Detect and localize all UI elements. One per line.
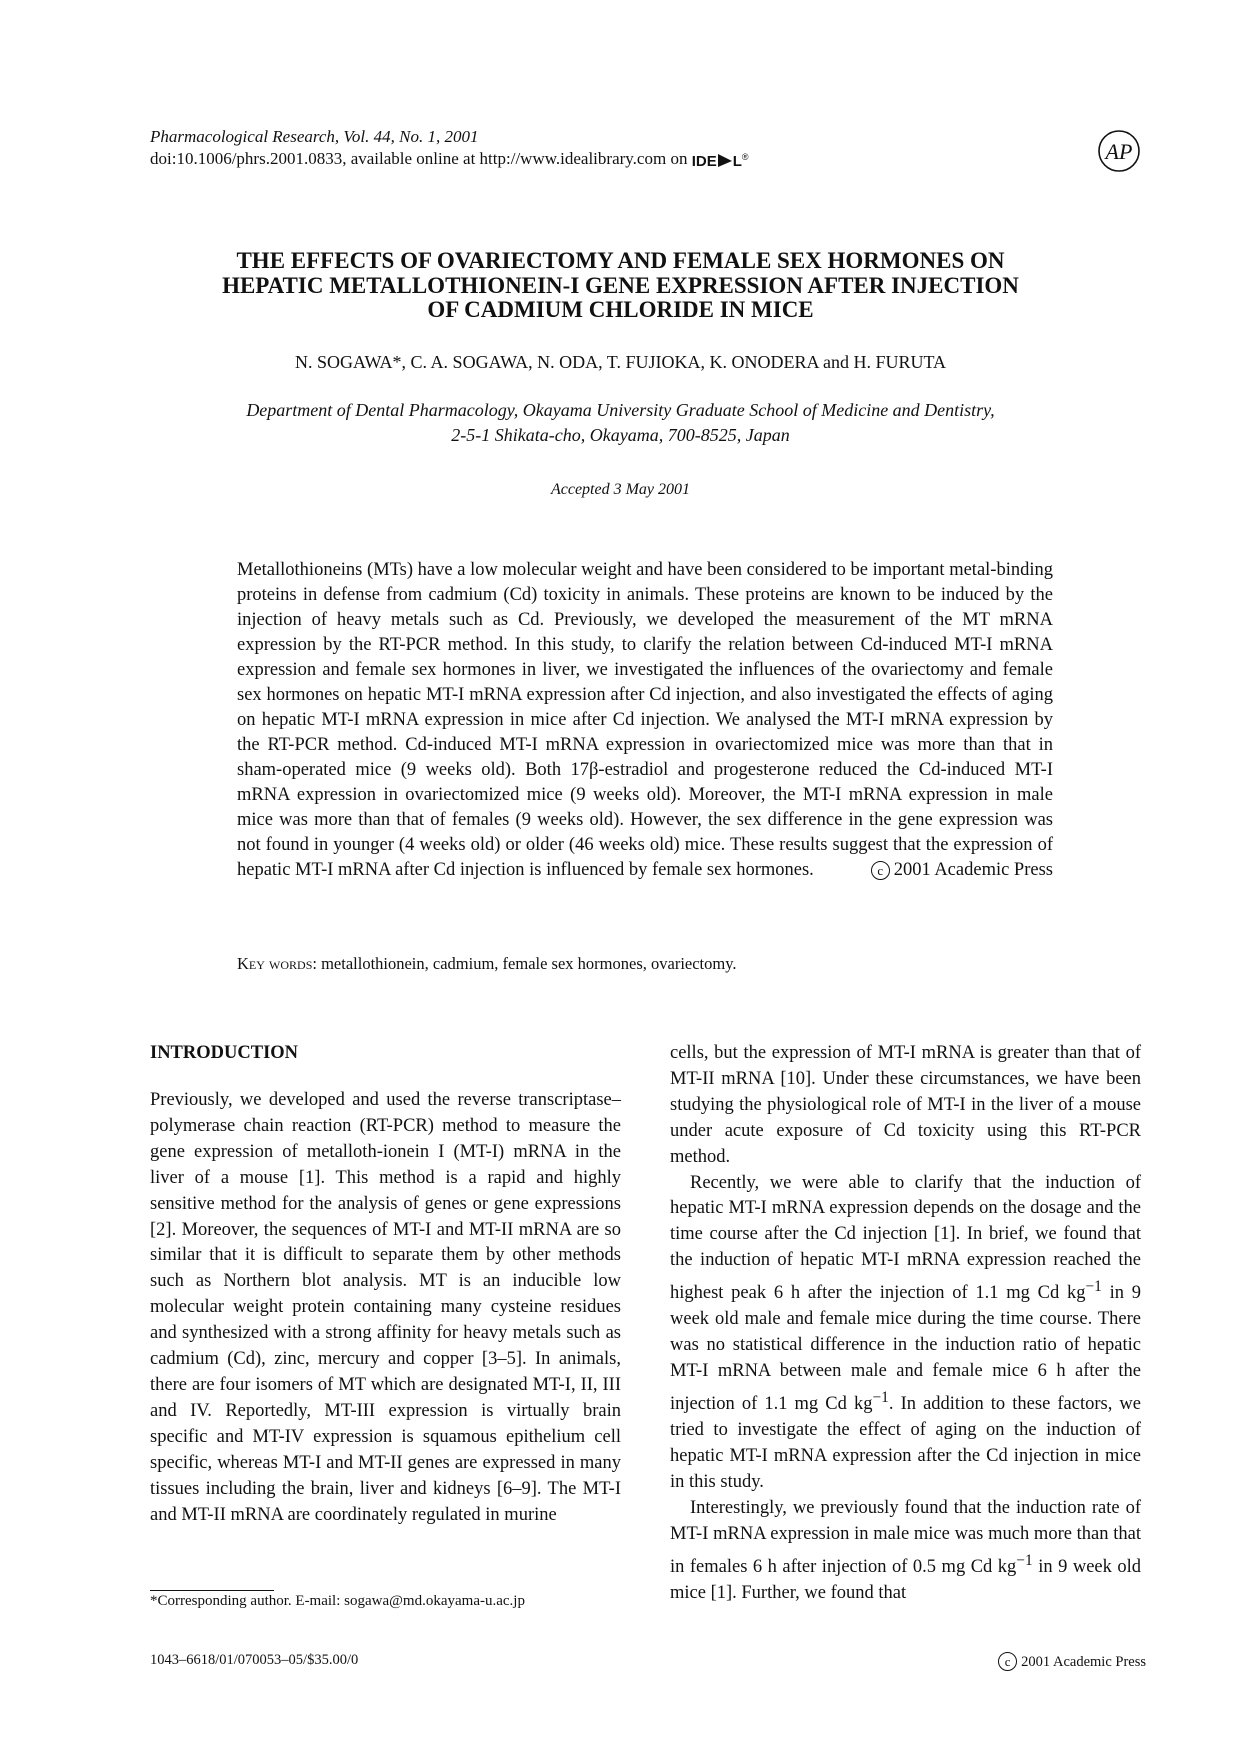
article-title: THE EFFECTS OF OVARIECTOMY AND FEMALE SEX HORMONES ON HEPATIC METALLOTHIONEIN-I GENE EXPRESSION AFTER INJECTION OF CADMIUM CHLORIDE IN MICE: [222, 248, 1019, 322]
abstract: [237, 558, 1053, 883]
keywords-text: : metallothionein, cadmium, female sex hormones, ovariectomy.: [312, 954, 737, 973]
footer-copyright: c 2001 Academic Press: [998, 1652, 1146, 1671]
abstract-text: Metallothioneins (MTs) have a low molecular weight and have been considered to be important metal-binding proteins in defense from cadmium (Cd) toxicity in animals. These proteins are known to be induced by the injection of heavy metals such as Cd. Previously, we developed the measurement of the MT mRNA expression by the RT-PCR method. In this study, to clarify the relation between Cd-induced MT-I mRNA expression and female sex hormones in liver, we investigated the influences of the ovariectomy and female sex hormones on hepatic MT-I mRNA expression after Cd injection, and also investigated the effects of aging on hepatic MT-I mRNA expression in mice after Cd injection. We analysed the MT-I mRNA expression by the RT-PCR method. Cd-induced MT-I mRNA expression in ovariectomized mice was more than that in sham-operated mice (9 weeks old). Both 17β-estradiol and progesterone reduced the Cd-induced MT-I mRNA expression in ovariectomized mice (9 weeks old). Moreover, the MT-I mRNA expression in male mice was more than that of females (9 weeks old). However, the sex difference in the gene expression was not found in younger (4 weeks old) or older (46 weeks old) mice. These results suggest that the expression of hepatic MT-I mRNA after Cd injection is influenced by female sex hormones.: [237, 560, 1053, 880]
ideal-arrow-icon: [717, 153, 733, 168]
journal-citation: Pharmacological Research, Vol. 44, No. 1, 2001: [150, 127, 479, 146]
keywords: [237, 954, 1053, 974]
body-left-column: [150, 1041, 621, 1528]
paragraph: Previously, we developed and used the reverse transcriptase–polymerase chain reaction (RT-PCR) method to measure the gene expression of metalloth-ionein I (MT-I) mRNA in the liver of a mouse [1]. This method is a rapid and highly sensitive method for the analysis of genes or gene expressions [2]. Moreover, the sequences of MT-I and MT-II mRNA are so similar that it is difficult to separate them by other methods such as Northern blot analysis. MT is an inducible low molecular weight protein containing many cysteine residues and synthesized with a strong affinity for heavy metals such as cadmium (Cd), zinc, mercury and copper [3–5]. In animals, there are four isomers of MT which are designated MT-I, II, III and IV. Reportedly, MT-III expression is virtually brain specific and MT-IV expression is squamous epithelium cell specific, whereas MT-I and MT-II genes are expressed in many tissues including the brain, liver and kidneys [6–9]. The MT-I and MT-II mRNA are coordinately regulated in murine: [150, 1090, 621, 1525]
accepted-date: Accepted 3 May 2001: [550, 481, 691, 498]
keywords-label: Key words: [237, 954, 313, 973]
footer-issn: 1043–6618/01/070053–05/$35.00/0: [150, 1652, 359, 1668]
body-right-column: [670, 1041, 1141, 1607]
corresponding-author-footnote: *Corresponding author. E-mail: sogawa@md.okayama-u.ac.jp: [150, 1593, 525, 1609]
abstract-copyright: c 2001 Academic Press: [871, 858, 1053, 883]
paragraph: Interestingly, we previously found that the induction rate of MT-I mRNA expression in male mice was much more than that in females 6 h after injection of 0.5 mg Cd $kg^{-1}$ in 9 week old mice [1]. Further, we found that: [670, 1497, 1142, 1603]
affiliation: Department of Dental Pharmacology, Okayama University Graduate School of Medicine and Dentistry, 2-5-1 Shikata-cho, Okayama, 700-8525, Japan: [246, 400, 995, 445]
author-list: N. SOGAWA*, C. A. SOGAWA, N. ODA, T. FUJIOKA, K. ONODERA and H. FURUTA: [294, 352, 947, 372]
paragraph: Recently, we were able to clarify that the induction of hepatic MT-I mRNA expression depends on the dosage and the time course after the Cd injection [1]. In brief, we found that the induction of hepatic MT-I mRNA expression reached the highest peak 6 h after the injection of 1.1 mg Cd $kg^{-1}$ in 9 week old male and female mice during the time course. There was no statistical difference in the induction ratio of hepatic MT-I mRNA between male and female mice 6 h after the injection of 1.1 mg Cd $kg^{-1}$. In addition to these factors, we tried to investigate the effect of aging on the induction of hepatic MT-I mRNA expression after the Cd injection in mice in this study.: [670, 1172, 1141, 1492]
copyright-icon: c: [998, 1652, 1017, 1671]
paragraph: cells, but the expression of MT-I mRNA is greater than that of MT-II mRNA [10]. Under these circumstances, we have been studying the physiological role of MT-I in the liver of a mouse under acute exposure of Cd toxicity using this RT-PCR method.: [670, 1043, 1141, 1167]
section-heading-introduction: INTRODUCTION: [150, 1043, 299, 1063]
ideal-library-logo: IDE L®: [691, 152, 749, 170]
academic-press-logo: [1097, 129, 1141, 173]
doi-line: [150, 147, 749, 172]
svg-text:AP: AP: [1105, 139, 1133, 164]
journal-header: [150, 127, 749, 172]
doi-text: doi:10.1006/phrs.2001.0833, available online at http://www.idealibrary.com on: [150, 149, 688, 168]
copyright-icon: c: [871, 861, 890, 880]
footnote-rule: [150, 1590, 274, 1591]
